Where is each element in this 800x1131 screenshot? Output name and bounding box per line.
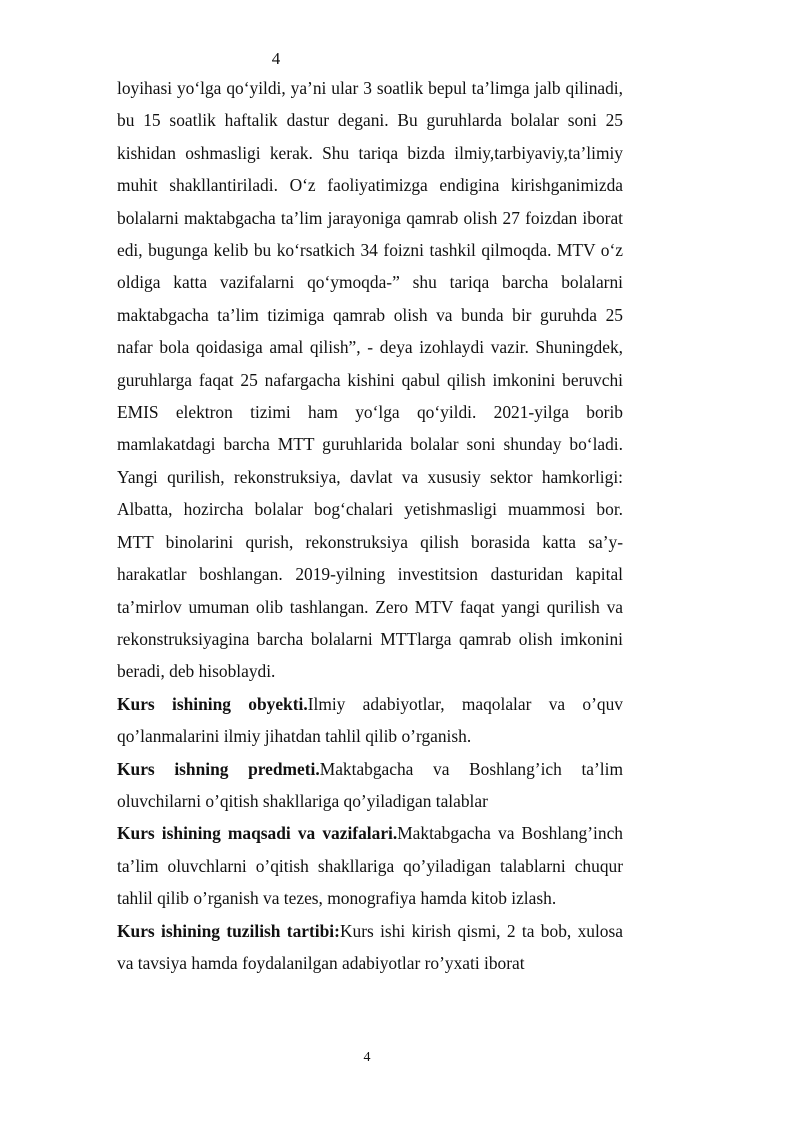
section-structure: [117, 915, 623, 980]
section-subject-text: Maktabgacha va Boshlang’ich ta’lim oluvchilarni o’qitish shakllariga qo’yiladigan talablar: [117, 758, 623, 811]
section-object-text: Ilmiy adabiyotlar, maqolalar va o’quv qo’lanmalarini ilmiy jihatdan tahlil qilib o’rganish.: [117, 693, 623, 747]
section-goals: [117, 817, 623, 914]
section-goals-text: Maktabgacha va Boshlang’inch ta’lim oluvchlarni o’qitish shakllariga qo’yiladigan talablarni chuqur tahlil qilib o’rganish va tezes, monografiya hamda kitob izlash.: [117, 823, 623, 909]
page-number-top: 4: [271, 49, 281, 68]
section-subject-heading: Kurs ishning predmeti.: [117, 758, 320, 779]
document-body: [117, 72, 623, 979]
section-goals-heading: Kurs ishining maqsadi va vazifalari.: [117, 823, 398, 844]
section-structure-text: Kurs ishi kirish qismi, 2 ta bob, xulosa va tavsiya hamda foydalanilgan adabiyotlar ro’yxati iborat: [117, 920, 623, 973]
page-number-bottom: 4: [363, 1050, 371, 1065]
section-subject: [117, 753, 623, 818]
section-object: [117, 688, 623, 753]
intro-paragraph: loyihasi yo‘lga qo‘yildi, ya’ni ular 3 soatlik bepul ta’limga jalb qilinadi, bu 15 soatlik haftalik dastur degani. Bu guruhlarda bolalar soni 25 kishidan oshmasligi kerak. Shu tariqa bizda ilmiy,tarbiyaviy,ta’limiy muhit shakllantiriladi. O‘z faoliyatimizga endigina kirishganimizda bolalarni maktabgacha ta’lim jarayoniga qamrab olish 27 foizdan iborat edi, bugunga kelib bu ko‘rsatkich 34 foizni tashkil qilmoqda. MTV o‘z oldiga katta vazifalarni qo‘ymoqda-” shu tariqa barcha bolalarni maktabgacha ta’lim tizimiga qamrab olish va bunda bir guruhda 25 nafar bola qoidasiga amal qilish”, - deya izohlaydi vazir. Shuningdek, guruhlarga faqat 25 nafargacha kishini qabul qilish imkonini beruvchi EMIS elektron tizimi ham yo‘lga qo‘yildi. 2021-yilga borib mamlakatdagi barcha MTT guruhlarida bolalar soni shunday bo‘ladi. Yangi qurilish, rekonstruksiya, davlat va xususiy sektor hamkorligi: Albatta, hozircha bolalar bog‘chalari yetishmasligi muammosi bor. MTT binolarini qurish, rekonstruksiya qilish borasida katta sa’y-harakatlar boshlangan. 2019-yilning investitsion dasturidan kapital ta’mirlov umuman olib tashlangan. Zero MTV faqat yangi qurilish va rekonstruksiyagina barcha bolalarni MTTlarga qamrab olish imkonini beradi, deb hisoblaydi.: [117, 78, 623, 682]
section-structure-heading: Kurs ishining tuzilish tartibi:: [117, 920, 340, 941]
section-object-heading: Kurs ishining obyekti.: [117, 693, 308, 714]
